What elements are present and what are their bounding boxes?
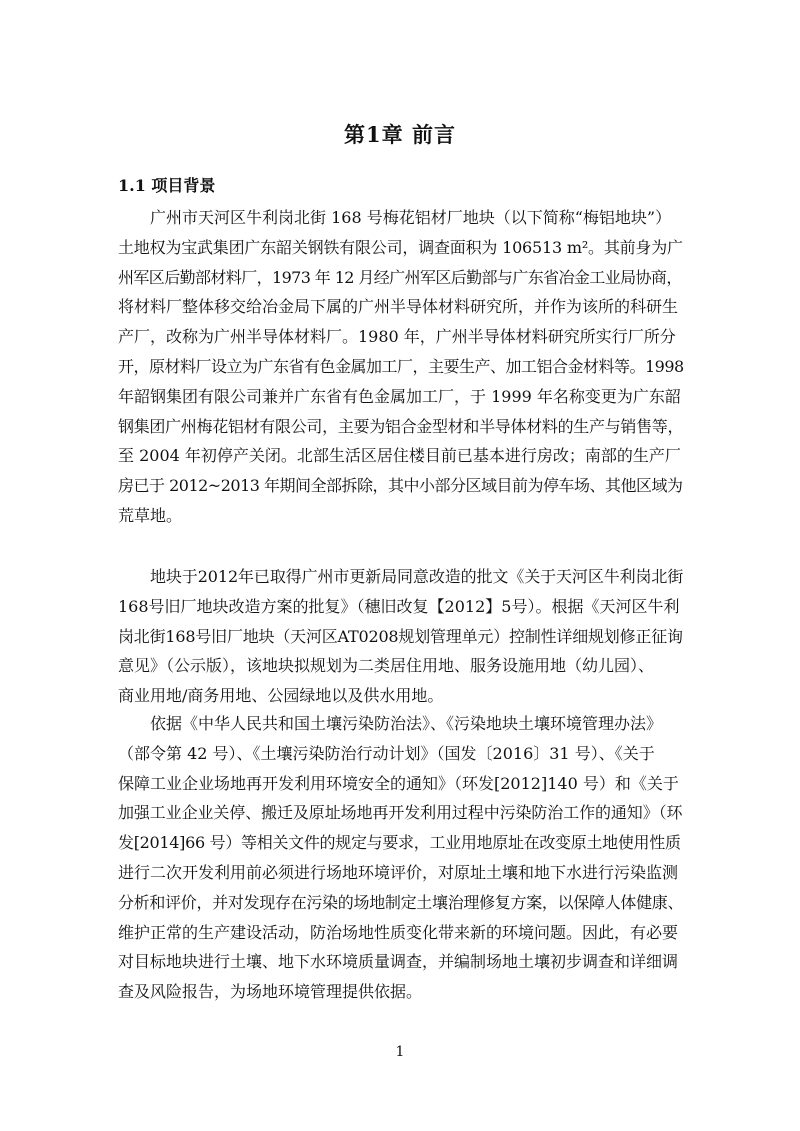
paragraph-line: （部令第 42 号）、《土壤污染防治行动计划》（国发〔2016〕31 号）、《关于: [118, 743, 655, 763]
paragraph-line: 土地权为宝武集团广东韶关钢铁有限公司，调查面积为 106513 m²。其前身为广: [118, 237, 683, 257]
paragraph-line: 加强工业企业关停、搬迁及原址场地再开发利用过程中污染防治工作的通知》（环: [118, 803, 683, 823]
section-title: 1.1 项目背景: [118, 176, 216, 195]
paragraph-line: 维护正常的生产建设活动，防治场地性质变化带来新的环境问题。因此，有必要: [118, 922, 679, 942]
paragraph-line: 依据《中华人民共和国土壤污染防治法》、《污染地块土壤环境管理办法》: [150, 714, 663, 733]
paragraph-line: 查及风险报告，为场地环境管理提供依据。: [118, 982, 423, 1002]
paragraph-line: 荒草地。: [118, 505, 183, 525]
paragraph-line: 开，原材料厂设立为广东省有色金属加工厂，主要生产、加工铝合金材料等。1998: [118, 356, 684, 376]
chapter-title: 第1章 前言: [344, 122, 456, 147]
paragraph-line: 商业用地/商务用地、公园绿地以及供水用地。: [118, 686, 444, 706]
paragraph-line: 意见》（公示版），该地块拟规划为二类居住用地、服务设施用地（幼儿园）、: [118, 656, 655, 676]
paragraph-line: 产厂，改称为广州半导体材料厂。1980 年，广州半导体材料研究所实行厂所分: [118, 327, 676, 347]
paragraph-line: 将材料厂整体移交给冶金局下属的广州半导体材料研究所，并作为该所的科研生: [118, 297, 679, 317]
paragraph-regulations: [118, 709, 684, 1007]
paragraph-line: 地块于2012年已取得广州市更新局同意改造的批文《关于天河区牛利岗北街: [150, 567, 684, 586]
paragraph-line: 分析和评价，并对发现存在污染的场地制定土壤治理修复方案，以保障人体健康、: [118, 892, 684, 912]
paragraph-approval: [118, 562, 684, 711]
paragraph-line: 年韶钢集团有限公司兼并广东省有色金属加工厂，于 1999 年名称变更为广东韶: [118, 386, 681, 406]
paragraph-line: 州军区后勤部材料厂，1973 年 12 月经广州军区后勤部与广东省冶金工业局协商，: [118, 267, 682, 287]
page-number: 1: [395, 1044, 405, 1060]
paragraph-line: 广州市天河区牛利岗北街 168 号梅花铝材厂地块（以下简称“梅铝地块”）: [150, 208, 672, 227]
paragraph-line: 岗北街168号旧厂地块（天河区AT0208规划管理单元）控制性详细规划修正征询: [118, 626, 683, 646]
paragraph-line: 发[2014]66 号）等相关文件的规定与要求，工业用地原址在改变原土地使用性质: [118, 833, 681, 853]
paragraph-line: 房已于 2012~2013 年期间全部拆除，其中小部分区域目前为停车场、其他区域为: [118, 476, 683, 496]
paragraph-background: [118, 203, 684, 531]
paragraph-line: 对目标地块进行土壤、地下水环境质量调查，并编制场地土壤初步调查和详细调: [118, 952, 679, 972]
paragraph-line: 至 2004 年初停产关闭。北部生活区居住楼目前已基本进行房改；南部的生产厂: [118, 446, 681, 466]
paragraph-line: 钢集团广州梅花铝材有限公司，主要为铝合金型材和半导体材料的生产与销售等，: [118, 416, 684, 436]
paragraph-line: 保障工业企业场地再开发利用环境安全的通知》（环发[2012]140 号）和《关于: [118, 773, 679, 793]
paragraph-line: 168号旧厂地块改造方案的批复》（穗旧改复【2012】5号）。根据《天河区牛利: [118, 596, 680, 616]
paragraph-line: 进行二次开发利用前必须进行场地环境评价，对原址土壤和地下水进行污染监测: [118, 862, 679, 882]
